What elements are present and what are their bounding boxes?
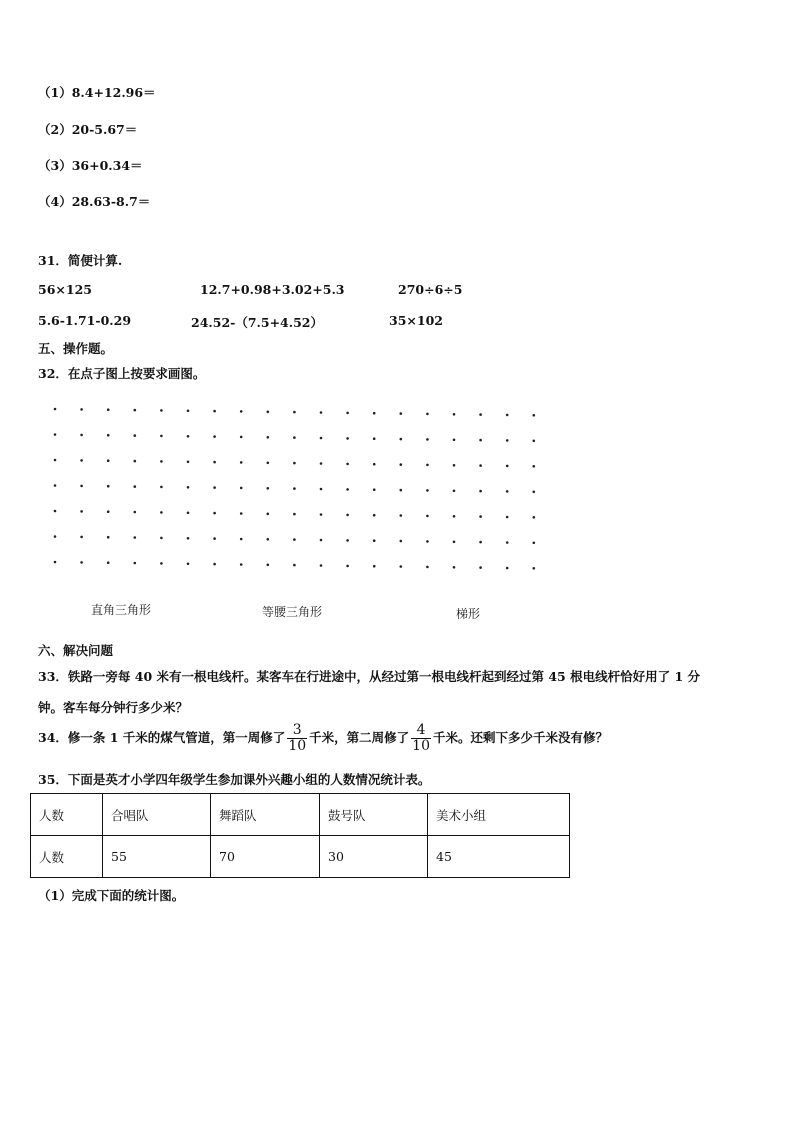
grid-dot (134, 460, 137, 463)
grid-dot (213, 563, 216, 566)
grid-dot (400, 565, 403, 568)
grid-dot (160, 435, 163, 438)
grid-dot (187, 461, 190, 464)
grid-dot (533, 542, 536, 545)
grid-dot (426, 464, 429, 467)
grid-dot (346, 437, 349, 440)
grid-dot (160, 460, 163, 463)
grid-dot (320, 488, 323, 491)
grid-dot (373, 412, 376, 415)
grid-dot (187, 537, 190, 540)
grid-dot (240, 512, 243, 515)
grid-dot (346, 488, 349, 491)
grid-dot (400, 514, 403, 517)
grid-dot (293, 462, 296, 465)
grid-dot (479, 515, 482, 518)
q34-text-1: 34．修一条 1 千米的煤气管道，第一周修了 (38, 730, 286, 745)
table-cell: 舞蹈队 (211, 794, 320, 836)
grid-dot (426, 566, 429, 569)
grid-dot (453, 566, 456, 569)
grid-dot (213, 512, 216, 515)
grid-dot (213, 461, 216, 464)
table-row (31, 794, 570, 836)
grid-dot (107, 434, 110, 437)
grid-dot (426, 515, 429, 518)
grid-dot (479, 439, 482, 442)
grid-dot (453, 490, 456, 493)
q32-title: 32．在点子图上按要求画图。 (38, 366, 206, 381)
grid-dot (134, 409, 137, 412)
grid-dot (80, 510, 83, 513)
grid-dot (240, 538, 243, 541)
grid-dot (80, 434, 83, 437)
grid-dot (479, 490, 482, 493)
q33-line-1: 33．铁路一旁每 40 米有一根电线杆。某客车在行进途中，从经过第一根电线杆起到经过第 45 根电线杆恰好用了 1 分 (38, 669, 700, 684)
grid-dot (400, 489, 403, 492)
grid-dot (80, 408, 83, 411)
grid-dot (479, 464, 482, 467)
q34-text-3: 千米。还剩下多少千米没有修？ (432, 730, 608, 745)
q33-line-2: 钟。客车每分钟行多少米？ (38, 700, 189, 715)
grid-dot (346, 539, 349, 542)
grid-dot (293, 564, 296, 567)
stat-table (30, 793, 570, 878)
grid-dot (54, 510, 57, 513)
grid-dot (426, 413, 429, 416)
table-cell: 鼓号队 (320, 794, 428, 836)
grid-dot (400, 438, 403, 441)
grid-dot (533, 516, 536, 519)
grid-dot (506, 516, 509, 519)
grid-dot (373, 565, 376, 568)
grid-dot (506, 567, 509, 570)
grid-dot (160, 486, 163, 489)
grid-dot (213, 435, 216, 438)
shape-label-trapezoid: 梯形 (456, 607, 481, 621)
grid-dot (479, 413, 482, 416)
grid-dot (134, 434, 137, 437)
grid-dot (346, 412, 349, 415)
grid-dot (107, 536, 110, 539)
table-cell: 人数 (31, 794, 103, 836)
grid-dot (267, 538, 270, 541)
grid-dot (346, 514, 349, 517)
grid-dot (54, 561, 57, 564)
grid-dot (533, 567, 536, 570)
grid-dot (80, 485, 83, 488)
grid-dot (453, 515, 456, 518)
grid-dot (160, 562, 163, 565)
grid-dot (134, 485, 137, 488)
grid-dot (160, 409, 163, 412)
table-cell: 合唱队 (103, 794, 211, 836)
fraction-numerator: 3 (292, 722, 302, 738)
calc-item-4: （4）28.63-8.7＝ (38, 194, 151, 209)
grid-dot (373, 539, 376, 542)
q31-expr-5: 24.52-（7.5+4.52） (191, 315, 323, 330)
grid-dot (54, 484, 57, 487)
grid-dot (187, 410, 190, 413)
grid-dot (533, 465, 536, 468)
grid-dot (400, 540, 403, 543)
table-cell: 美术小组 (428, 794, 570, 836)
grid-dot (160, 511, 163, 514)
grid-dot (400, 412, 403, 415)
grid-dot (506, 439, 509, 442)
grid-dot (506, 414, 509, 417)
grid-dot (293, 513, 296, 516)
section-6-heading: 六、解决问题 (38, 643, 114, 658)
grid-dot (346, 565, 349, 568)
grid-dot (506, 541, 509, 544)
grid-dot (187, 512, 190, 515)
grid-dot (187, 563, 190, 566)
grid-dot (240, 563, 243, 566)
grid-dot (320, 462, 323, 465)
grid-dot (134, 511, 137, 514)
grid-dot (320, 411, 323, 414)
table-cell: 30 (320, 836, 428, 878)
grid-dot (293, 538, 296, 541)
grid-dot (54, 535, 57, 538)
grid-dot (320, 564, 323, 567)
table-cell: 45 (428, 836, 570, 878)
grid-dot (213, 410, 216, 413)
grid-dot (107, 459, 110, 462)
grid-dot (134, 562, 137, 565)
grid-dot (187, 435, 190, 438)
grid-dot (373, 437, 376, 440)
grid-dot (160, 537, 163, 540)
shape-label-isosceles-triangle: 等腰三角形 (262, 605, 323, 619)
calc-item-2: （2）20-5.67＝ (38, 122, 138, 137)
fraction-3-10 (287, 723, 307, 754)
grid-dot (293, 411, 296, 414)
grid-dot (240, 436, 243, 439)
grid-dot (267, 513, 270, 516)
grid-dot (267, 462, 270, 465)
grid-dot (107, 408, 110, 411)
grid-dot (267, 564, 270, 567)
grid-dot (346, 463, 349, 466)
grid-dot (54, 459, 57, 462)
grid-dot (453, 439, 456, 442)
grid-dot (54, 433, 57, 436)
grid-dot (240, 487, 243, 490)
table-cell: 人数 (31, 836, 103, 878)
fraction-numerator: 4 (416, 722, 426, 738)
grid-dot (453, 541, 456, 544)
grid-dot (267, 436, 270, 439)
grid-dot (213, 486, 216, 489)
grid-dot (107, 510, 110, 513)
q31-expr-1: 56×125 (38, 282, 92, 297)
q31-title: 31．简便计算. (38, 253, 123, 268)
grid-dot (506, 465, 509, 468)
grid-dot (426, 540, 429, 543)
grid-dot (533, 414, 536, 417)
grid-dot (107, 485, 110, 488)
grid-dot (533, 440, 536, 443)
grid-dot (453, 413, 456, 416)
q31-expr-4: 5.6-1.71-0.29 (38, 313, 132, 328)
table-cell: 55 (103, 836, 211, 878)
grid-dot (400, 463, 403, 466)
q31-expr-2: 12.7+0.98+3.02+5.3 (200, 282, 345, 297)
grid-dot (506, 490, 509, 493)
grid-dot (80, 536, 83, 539)
q35-sub-1: （1）完成下面的统计图。 (38, 888, 185, 903)
grid-dot (267, 487, 270, 490)
grid-dot (453, 464, 456, 467)
grid-dot (134, 536, 137, 539)
shape-label-right-triangle: 直角三角形 (91, 603, 152, 617)
q35-title: 35．下面是英才小学四年级学生参加课外兴趣小组的人数情况统计表。 (38, 772, 431, 787)
q34-text-2: 千米，第二周修了 (309, 730, 410, 745)
table-row (31, 836, 570, 878)
grid-dot (54, 408, 57, 411)
grid-dot (213, 537, 216, 540)
q34-question (38, 722, 608, 754)
calc-item-3: （3）36+0.34＝ (38, 158, 143, 173)
grid-dot (240, 461, 243, 464)
grid-dot (373, 488, 376, 491)
grid-dot (293, 487, 296, 490)
grid-dot (293, 436, 296, 439)
fraction-4-10 (411, 723, 431, 754)
grid-dot (373, 463, 376, 466)
fraction-denominator: 10 (412, 738, 430, 754)
calc-item-1: （1）8.4+12.96＝ (38, 85, 156, 100)
grid-dot (240, 410, 243, 413)
fraction-denominator: 10 (288, 738, 307, 754)
grid-dot (479, 541, 482, 544)
grid-dot (373, 514, 376, 517)
grid-dot (320, 437, 323, 440)
q31-expr-6: 35×102 (389, 313, 443, 328)
q31-expr-3: 270÷6÷5 (398, 282, 463, 297)
grid-dot (80, 459, 83, 462)
grid-dot (107, 561, 110, 564)
grid-dot (187, 486, 190, 489)
table-cell: 70 (211, 836, 320, 878)
grid-dot (426, 489, 429, 492)
grid-dot (320, 539, 323, 542)
grid-dot (80, 561, 83, 564)
section-5-heading: 五、操作题。 (38, 341, 114, 356)
grid-dot (267, 411, 270, 414)
grid-dot (320, 513, 323, 516)
grid-dot (533, 491, 536, 494)
grid-dot (479, 566, 482, 569)
grid-dot (426, 438, 429, 441)
